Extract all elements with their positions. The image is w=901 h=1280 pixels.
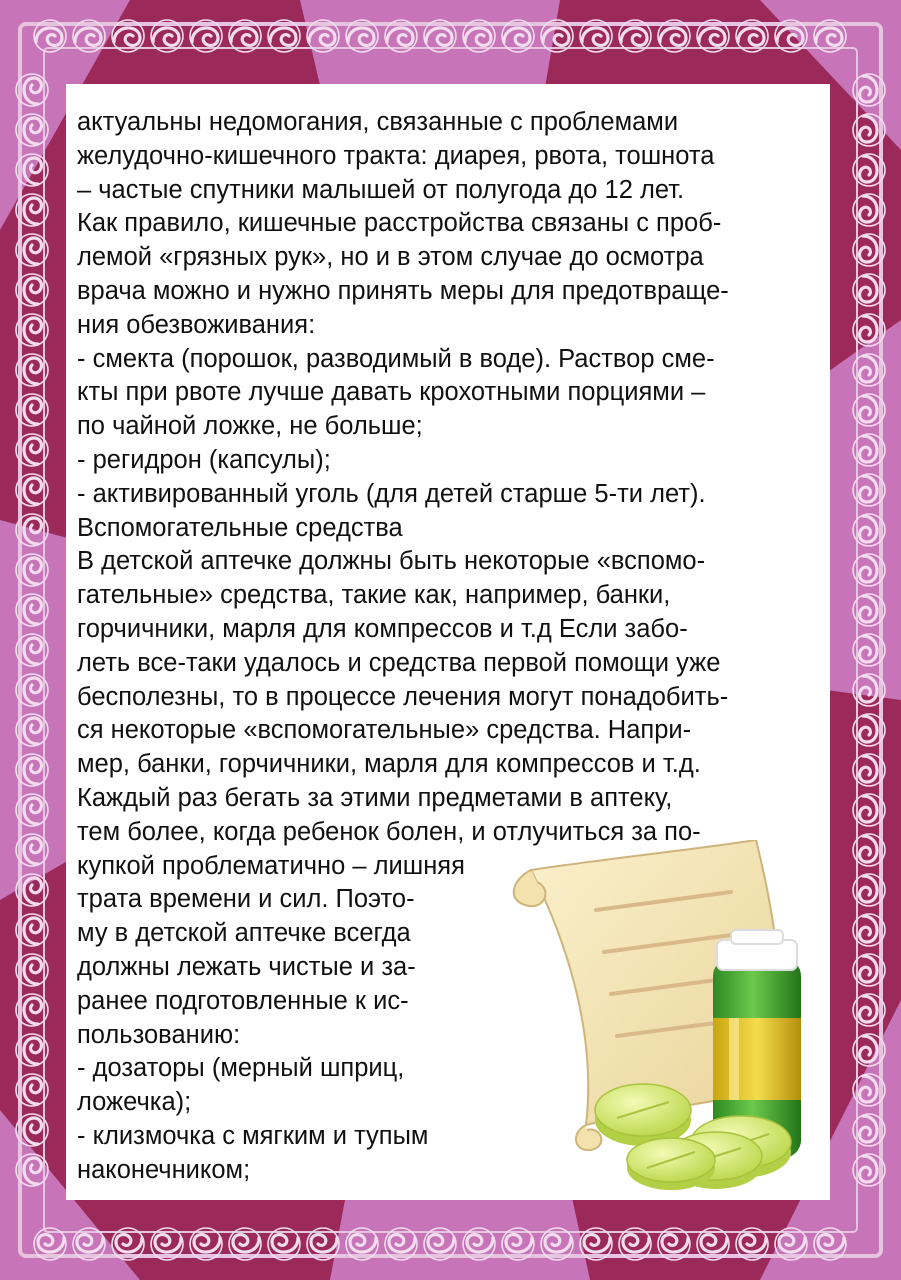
text-line: леть все-таки удалось и средства первой помощи уже — [77, 648, 721, 677]
text-line: Каждый раз бегать за этими предметами в аптеку, — [77, 784, 673, 812]
text-line: пользованию: — [77, 1020, 241, 1049]
text-line: Как правило, кишечные расстройства связаны с проб- — [77, 209, 722, 238]
text-line: му в детской аптечке всегда — [77, 919, 411, 948]
text-line: бесполезны, то в процессе лечения могут понадобить- — [77, 682, 729, 711]
text-line: гательные» средства, такие как, например, банки, — [77, 581, 671, 610]
scroll-illustration — [491, 840, 821, 1190]
text-line: - дозаторы (мерный шприц, — [77, 1054, 405, 1083]
text-line: трата времени и сил. Поэто- — [77, 885, 415, 914]
text-line: ся некоторые «вспомогательные» средства. Напри- — [77, 716, 692, 745]
text-line: кты при рвоте лучше давать крохотными порциями – — [77, 378, 706, 407]
text-line: наконечником; — [77, 1155, 251, 1184]
text-line: ния обезвоживания: — [77, 310, 316, 339]
text-line: – частые спутники малышей от полугода до 12 лет. — [77, 175, 685, 204]
text-line: - регидрон (капсулы); — [77, 446, 331, 474]
text-line: - клизмочка с мягким и тупым — [77, 1122, 429, 1150]
text-line: купкой проблематично – лишняя — [77, 851, 465, 880]
text-line: - активированный уголь (для детей старше 5-ти лет). — [77, 479, 706, 508]
text-line: Вспомогательные средства — [77, 513, 403, 542]
text-line: врача можно и нужно принять меры для предотвраще- — [77, 277, 729, 305]
text-line: горчичники, марля для компрессов и т.д Если забо- — [77, 615, 688, 643]
text-line: ранее подготовленные к ис- — [77, 986, 409, 1015]
text-line: В детской аптечке должны быть некоторые «вспомо- — [77, 547, 706, 576]
text-line: тем более, когда ребенок болен, и отлучиться за по- — [77, 817, 701, 846]
text-panel — [66, 84, 830, 1200]
text-line: актуальны недомогания, связанные с проблемами — [77, 108, 679, 136]
text-line: ложечка); — [77, 1088, 192, 1117]
text-line: - смекта (порошок, разводимый в воде). Раствор сме- — [77, 344, 715, 373]
text-line: по чайной ложке, не больше; — [77, 412, 423, 441]
text-line: должны лежать чистые и за- — [77, 953, 416, 981]
text-line: лемой «грязных рук», но и в этом случае до осмотра — [77, 243, 704, 272]
text-line: мер, банки, горчичники, марля для компрессов и т.д. — [77, 750, 701, 779]
text-line: желудочно-кишечного тракта: диарея, рвота, тошнота — [77, 141, 715, 170]
